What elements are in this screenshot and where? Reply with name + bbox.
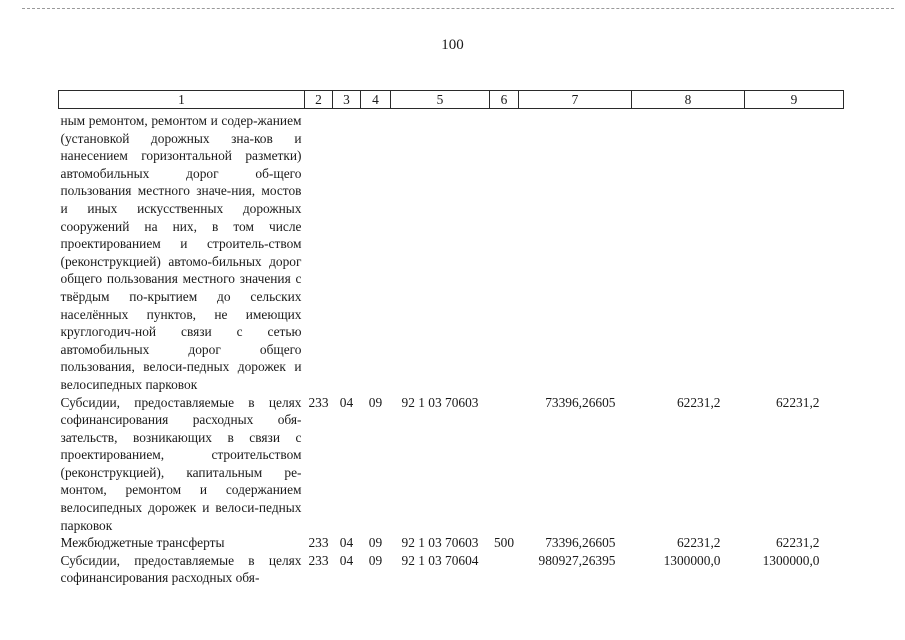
budget-table [58, 90, 844, 587]
column-number-row [59, 91, 844, 109]
cell-target-article: 92 1 03 70603 [401, 535, 479, 551]
cell-amount-col8: 62231,2 [676, 394, 721, 410]
column-header-4: 4 [361, 91, 391, 109]
column-header-3: 3 [333, 91, 361, 109]
cell-amount-col9 [745, 109, 844, 394]
cell-target-article: 92 1 03 70604 [401, 552, 479, 568]
cell-ministry-code [305, 109, 333, 394]
table-header [59, 91, 844, 109]
column-header-2: 2 [305, 91, 333, 109]
row-description: Субсидии, предоставляемые в целях софинансирования расходных обя- [60, 552, 302, 586]
cell-expense-type: 500 [493, 535, 515, 551]
cell-amount-col8 [632, 109, 745, 394]
row-description: Межбюджетные трансферты [60, 535, 225, 551]
cell-amount-col7: 73396,26605 [545, 535, 616, 551]
cell-expense-type [490, 552, 519, 587]
cell-amount-col8: 1300000,0 [663, 552, 721, 568]
cell-ministry-code: 233 [308, 535, 329, 551]
table-row [59, 394, 844, 535]
table-row [59, 109, 844, 394]
cell-amount-col9: 62231,2 [775, 394, 820, 410]
cell-amount-col7: 980927,26395 [538, 552, 616, 568]
table-row [59, 552, 844, 587]
cell-target-article [391, 109, 490, 394]
cell-ministry-code: 233 [308, 552, 329, 568]
column-header-9: 9 [745, 91, 844, 109]
column-header-8: 8 [632, 91, 745, 109]
column-header-5: 5 [391, 91, 490, 109]
column-header-1: 1 [59, 91, 305, 109]
cell-amount-col9: 1300000,0 [762, 552, 820, 568]
cell-subsection: 09 [368, 535, 383, 551]
table-row [59, 534, 844, 552]
cell-expense-type [490, 109, 519, 394]
cell-expense-type [490, 394, 519, 535]
row-description: Субсидии, предоставляемые в целях софинансирования расходных обя-зательств, возникающих в связи с проектированием, строительством (реконструкцией), капитальным ре-монтом, ремонтом и содержанием велосипедных дорожек и велоси-педных парковок [60, 394, 302, 533]
cell-amount-col7: 73396,26605 [545, 394, 616, 410]
row-description: ным ремонтом, ремонтом и содер-жанием (установкой дорожных зна-ков и нанесением горизонтальной разметки) автомобильных дорог об-щего пользования местного значе-ния, мостов и иных искусственных дорожных сооружений на них, в том числе проектированием и строитель-ством (реконструкцией) автомо-бильных дорог общего пользования местного значения с твёрдым по-крытием до сельских населённых пунктов, не имеющих круглогодич-ной связи с сетью автомобильных дорог общего пользования, велоси-педных дорожек и велосипедных парковок [60, 113, 302, 392]
cell-subsection: 09 [368, 552, 383, 568]
cell-section: 04 [339, 535, 354, 551]
cell-section: 04 [339, 552, 354, 568]
cell-section [333, 109, 361, 394]
column-header-6: 6 [490, 91, 519, 109]
cell-amount-col7 [519, 109, 632, 394]
page-number: 100 [441, 37, 464, 53]
cell-amount-col9: 62231,2 [775, 535, 820, 551]
column-header-7: 7 [519, 91, 632, 109]
cell-subsection: 09 [368, 394, 383, 410]
cell-section: 04 [339, 394, 354, 410]
cell-amount-col8: 62231,2 [676, 535, 721, 551]
cell-target-article: 92 1 03 70603 [401, 394, 479, 410]
cell-ministry-code: 233 [308, 394, 329, 410]
cell-subsection [361, 109, 391, 394]
page-top-edge [22, 8, 894, 9]
